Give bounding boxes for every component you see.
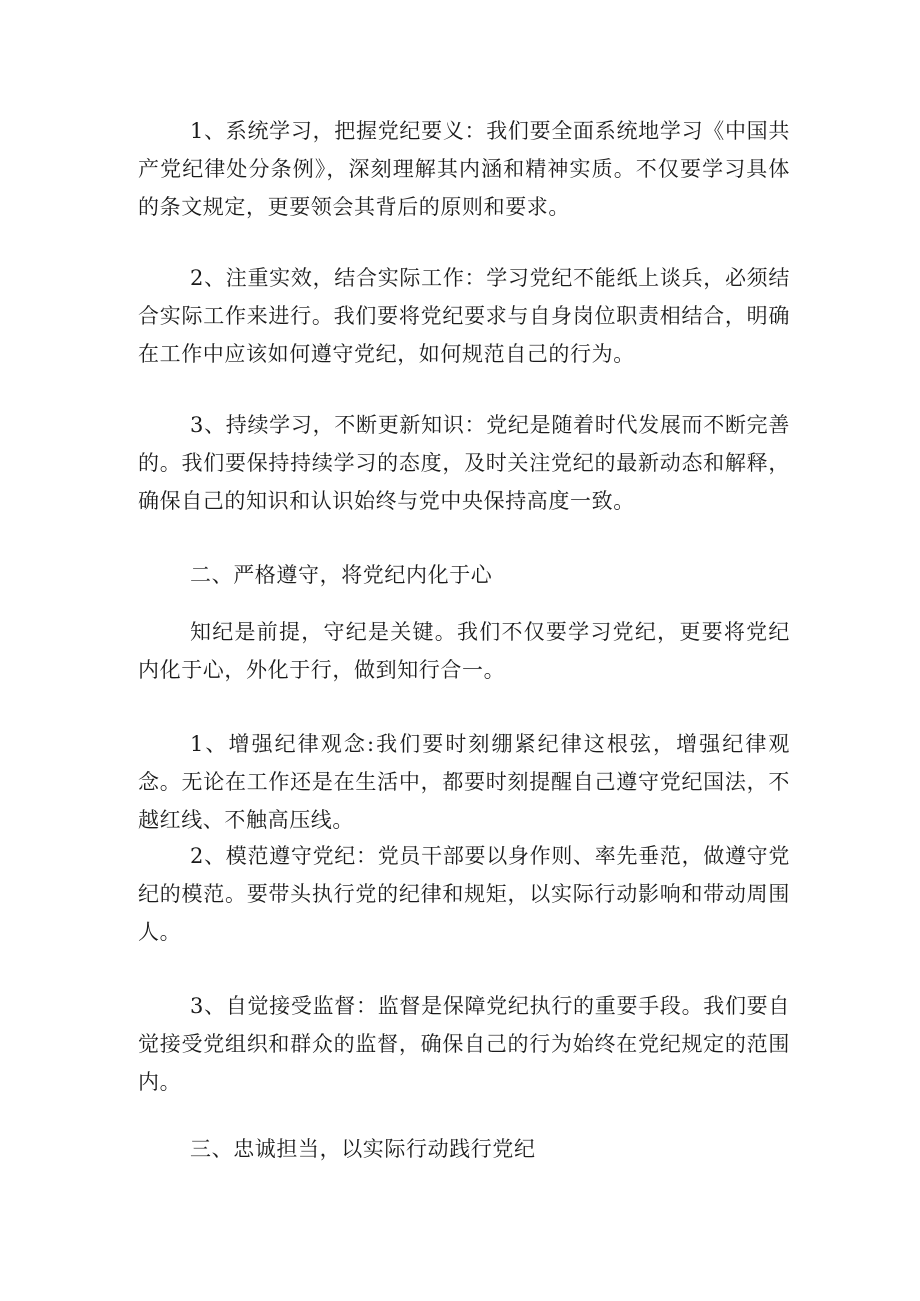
paragraph-practical-effect: 2、注重实效，结合实际工作：学习党纪不能纸上谈兵，必须结合实际工作来进行。我们要将党纪要求与自身岗位职责相结合，明确在工作中应该如何遵守党纪，如何规范自己的行为。 [138,266,790,366]
section-heading-strict-compliance: 二、严格遵守，将党纪内化于心 [190,563,493,587]
paragraph-continuous-learning: 3、持续学习，不断更新知识：党纪是随着时代发展而不断完善的。我们要保持持续学习的态度，及时关注党纪的最新动态和解释，确保自己的知识和认识始终与党中央保持高度一致。 [138,413,790,513]
paragraph-study-systematically: 1、系统学习，把握党纪要义：我们要全面系统地学习《中国共产党纪律处分条例》，深刻理解其内涵和精神实质。不仅要学习具体的条文规定，更要领会其背后的原则和要求。 [138,119,790,219]
section-heading-loyal-responsibility: 三、忠诚担当，以实际行动践行党纪 [190,1137,536,1161]
paragraph-accept-supervision: 3、自觉接受监督：监督是保障党纪执行的重要手段。我们要自觉接受党组织和群众的监督，确保自己的行为始终在党纪规定的范围内。 [138,994,790,1094]
paragraph-know-and-keep-discipline: 知纪是前提，守纪是关键。我们不仅要学习党纪，更要将党纪内化于心，外化于行，做到知行合一。 [138,620,790,682]
paragraph-discipline-awareness: 1、增强纪律观念:我们要时刻绷紧纪律这根弦，增强纪律观念。无论在工作还是在生活中，都要时刻提醒自己遵守党纪国法，不越红线、不触高压线。 [138,732,790,832]
paragraph-model-compliance: 2、模范遵守党纪：党员干部要以身作则、率先垂范，做遵守党纪的模范。要带头执行党的纪律和规矩，以实际行动影响和带动周围人。 [138,844,790,944]
